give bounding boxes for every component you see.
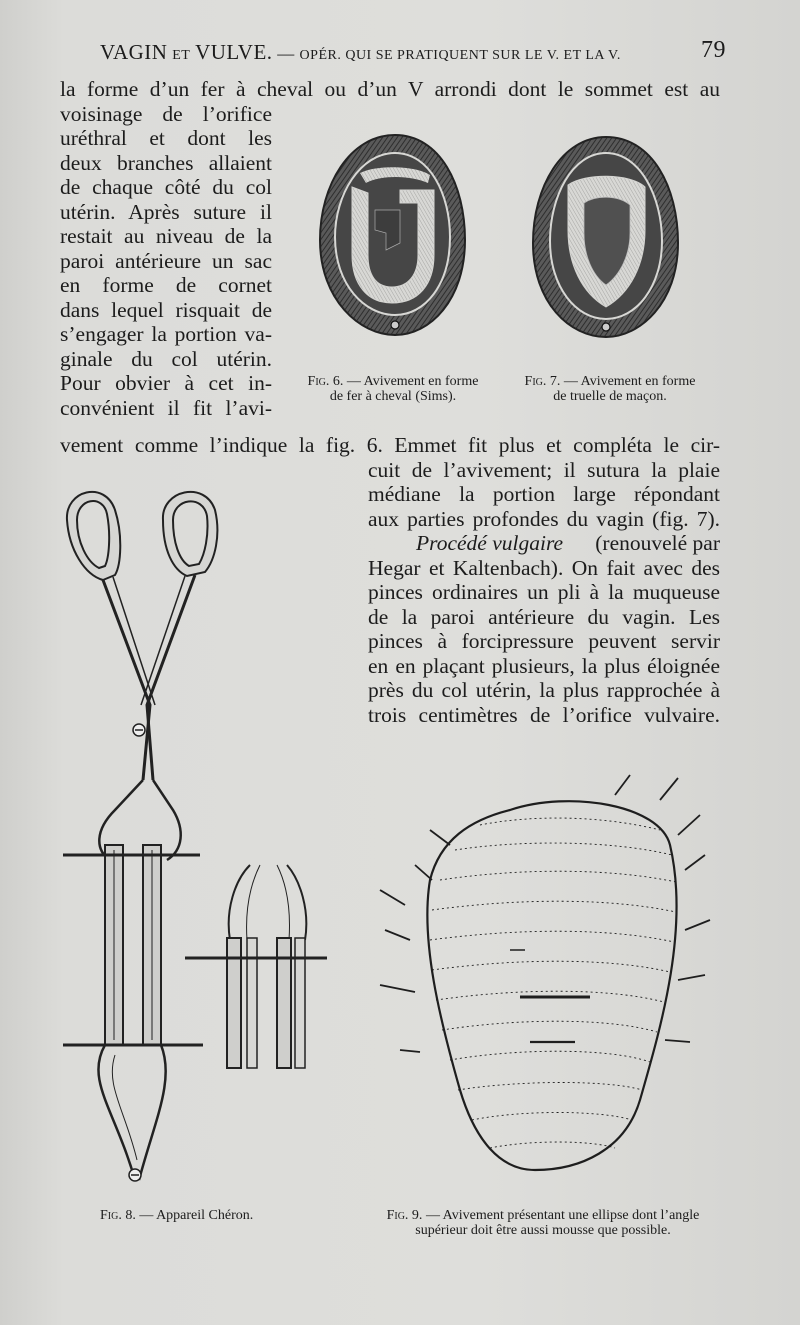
fig7-trowel-diagram — [533, 137, 678, 337]
right-line: pinces à forcipressure peuvent servir — [368, 629, 720, 653]
fig9-suture-lines — [430, 818, 676, 1148]
running-header — [100, 37, 740, 70]
header-dash: — — [277, 44, 295, 63]
left-line: dans lequel risquait de — [60, 297, 272, 322]
fig7-label: Fig. 7. — [524, 374, 561, 389]
left-line: utérin. Après suture il — [60, 199, 272, 224]
text-line-full: vement comme l’indique la fig. 6. Emmet fit plus et compléta le cir- — [60, 433, 720, 457]
left-line: deux branches allaient — [60, 150, 272, 175]
text-line-1: la forme d’un fer à cheval ou d’un V arrondi dont le sommet est au — [60, 77, 720, 101]
left-line: convénient il fit l’avi- — [60, 395, 272, 420]
right-line: cuit de l’avivement; il sutura la plaie — [368, 457, 720, 482]
left-line: paroi antérieure un sac — [60, 248, 272, 273]
fig6-caption — [283, 374, 503, 404]
right-line: trois centimètres de l’orifice vulvaire. — [368, 702, 720, 727]
fig9-caption — [366, 1208, 720, 1238]
left-line: de chaque côté du col — [60, 175, 272, 199]
fig8-cheron-apparatus — [55, 480, 355, 1200]
right-line: de la paroi antérieure du vagin. Les — [368, 604, 720, 629]
figures-6-7 — [300, 115, 720, 380]
fig6-caption-line1: — Avivement en forme — [343, 374, 479, 389]
fig7-caption-line1: — Avivement en forme — [560, 374, 696, 389]
right-line: pinces ordinaires un pli à la muqueuse — [368, 580, 720, 604]
left-line: uréthral et dont les — [60, 126, 272, 150]
right-line: près du col utérin, la plus rapprochée à — [368, 678, 720, 702]
fig8-label: Fig. 8. — [100, 1208, 136, 1223]
right-line: médiane la portion large répondant — [368, 482, 720, 506]
left-line: ginale du col utérin. — [60, 346, 272, 371]
header-title-a: VAGIN — [100, 40, 168, 64]
header-title-b: ET — [172, 48, 191, 63]
left-line: voisinage de l’orifice — [60, 101, 272, 126]
fig9-label: Fig. 9. — [386, 1208, 423, 1223]
header-subtitle: OPÉR. QUI SE PRATIQUENT SUR LE V. ET LA V. — [299, 48, 621, 63]
right-column — [368, 458, 720, 728]
fig8-caption-text: — Appareil Chéron. — [135, 1208, 254, 1223]
fig9-caption-line1: — Avivement présentant une ellipse dont l’angle — [422, 1208, 700, 1223]
fig6-horseshoe-diagram — [320, 135, 465, 335]
page-number: 79 — [701, 37, 726, 63]
fig9-stitch-marks — [380, 775, 710, 1052]
procede-heading: Procédé vulgaire — [416, 531, 564, 555]
left-line: s’engager la portion va- — [60, 322, 272, 346]
left-line: en forme de cornet — [60, 273, 272, 297]
fig7-caption-line2: de truelle de maçon. — [553, 389, 667, 404]
left-column — [60, 102, 272, 421]
fig6-label: Fig. 6. — [307, 374, 344, 389]
fig8-caption — [100, 1208, 290, 1223]
right-line: aux parties profondes du vagin (fig. 7). — [368, 506, 720, 531]
right-line-procede — [368, 531, 720, 556]
right-line: Hegar et Kaltenbach). On fait avec des — [368, 555, 720, 580]
fig9-ellipse-diagram — [360, 770, 720, 1200]
fig7-caption — [500, 374, 720, 404]
left-line: Pour obvier à cet in- — [60, 371, 272, 395]
right-line: en en plaçant plusieurs, la plus éloignée — [368, 653, 720, 678]
fig6-caption-line2: de fer à cheval (Sims). — [329, 389, 457, 404]
fig9-caption-line2: supérieur doit être aussi mousse que possible. — [415, 1223, 671, 1238]
header-title-c: VULVE. — [195, 40, 273, 64]
procede-rest: (renouvelé par — [595, 531, 720, 555]
left-line: restait au niveau de la — [60, 224, 272, 248]
